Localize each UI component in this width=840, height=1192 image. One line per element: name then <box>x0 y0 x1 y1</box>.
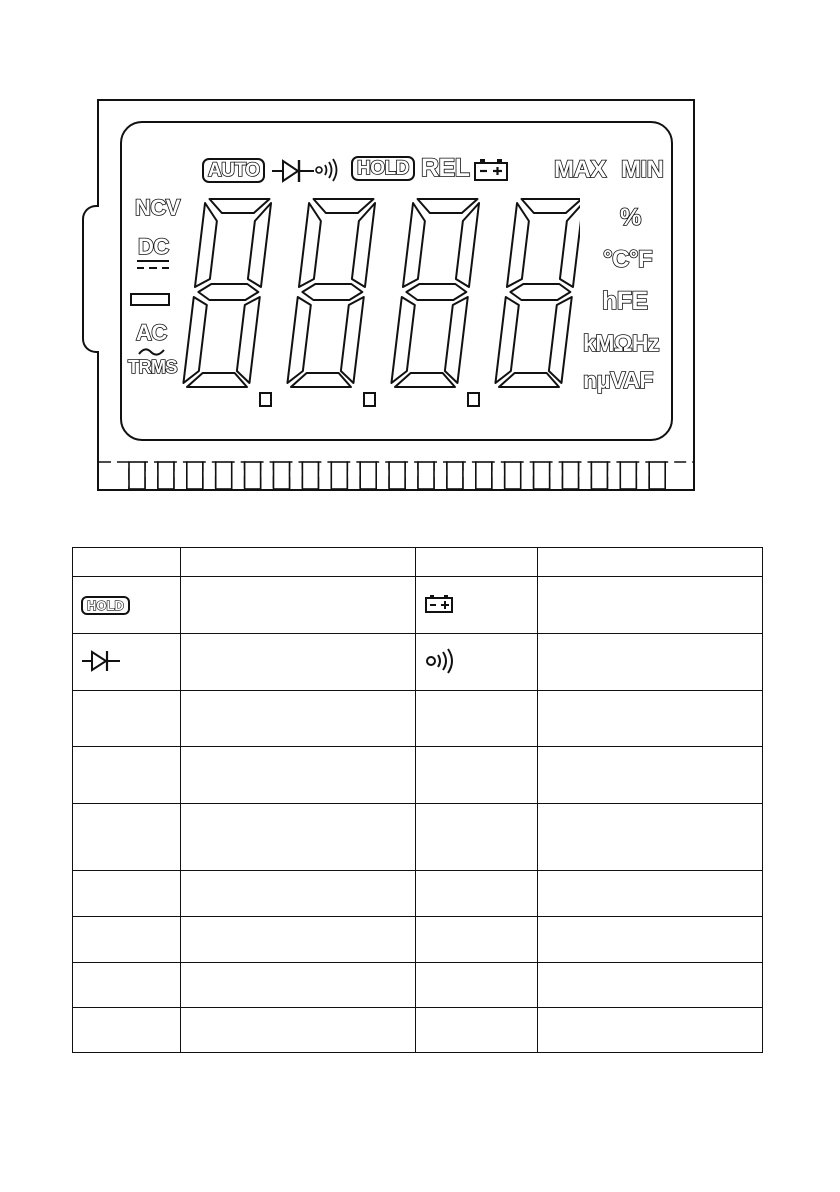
dc-indicator: DC <box>138 234 169 259</box>
segment-b <box>560 203 580 287</box>
digit-4 <box>495 199 580 387</box>
table-row <box>73 691 763 747</box>
header-cell <box>73 548 181 577</box>
segment-a <box>314 199 374 213</box>
symbol-cell <box>73 963 181 1008</box>
symbol-cell <box>416 963 538 1008</box>
description-cell <box>538 577 763 634</box>
digit-3 <box>391 199 479 387</box>
segment-b <box>248 203 271 287</box>
symbol-cell <box>73 804 181 871</box>
symbol-cell <box>416 634 538 691</box>
segment-b <box>456 203 479 287</box>
ncv-indicator: NCV <box>135 195 180 220</box>
segment-a <box>210 199 270 213</box>
segment-g <box>510 284 570 300</box>
battery-icon <box>473 157 509 183</box>
hold-indicator: HOLD <box>351 156 415 181</box>
max-indicator: MAX <box>554 156 606 183</box>
table-row <box>73 963 763 1008</box>
segment-g <box>302 284 362 300</box>
description-cell <box>538 871 763 917</box>
units-upper-indicator: kMΩHz <box>583 330 660 356</box>
segment-e <box>287 297 310 383</box>
table-row <box>73 747 763 804</box>
percent-indicator: % <box>620 204 641 231</box>
dc-symbol-icon <box>136 258 172 272</box>
symbol-cell <box>73 917 181 963</box>
segment-d <box>395 373 455 387</box>
min-indicator: MIN <box>621 156 664 183</box>
header-cell <box>181 548 416 577</box>
symbol-cell <box>73 577 181 634</box>
table-row <box>73 634 763 691</box>
segment-b <box>352 203 375 287</box>
diode-icon <box>81 649 121 673</box>
description-cell <box>538 634 763 691</box>
symbol-cell <box>416 577 538 634</box>
table-row <box>73 871 763 917</box>
description-cell <box>181 963 416 1008</box>
segment-d <box>187 373 247 387</box>
description-cell <box>181 1008 416 1053</box>
table-header-row <box>73 548 763 577</box>
diode-icon <box>270 156 316 186</box>
description-cell <box>538 691 763 747</box>
segment-c <box>341 297 364 383</box>
segment-f <box>195 203 217 287</box>
description-cell <box>538 917 763 963</box>
seven-segment-display <box>170 195 580 420</box>
digit-2 <box>287 199 375 387</box>
table-row <box>73 804 763 871</box>
buzzer-icon <box>314 156 342 184</box>
symbol-cell <box>416 1008 538 1053</box>
units-lower-indicator: nμVAF <box>583 367 653 393</box>
description-cell <box>181 634 416 691</box>
description-cell <box>538 1008 763 1053</box>
symbol-cell <box>73 747 181 804</box>
lcd-tab <box>82 205 99 353</box>
header-cell <box>416 548 538 577</box>
legend-table <box>72 547 763 1053</box>
segment-c <box>445 297 468 383</box>
segment-c <box>237 297 260 383</box>
segment-g <box>406 284 466 300</box>
description-cell <box>181 804 416 871</box>
hold-icon: HOLD <box>81 596 130 615</box>
description-cell <box>538 747 763 804</box>
decimal-point-2 <box>364 393 375 406</box>
segment-a <box>418 199 478 213</box>
segment-g <box>198 284 258 300</box>
hfe-indicator: hFE <box>602 287 648 315</box>
decimal-point-1 <box>260 393 271 406</box>
segment-d <box>499 373 559 387</box>
rel-indicator: REL <box>421 154 470 182</box>
description-cell <box>181 871 416 917</box>
segment-f <box>403 203 425 287</box>
trms-indicator: TRMS <box>128 357 177 377</box>
symbol-cell <box>73 634 181 691</box>
temperature-indicator: °C°F <box>603 246 653 273</box>
description-cell <box>181 917 416 963</box>
symbol-cell <box>73 1008 181 1053</box>
buzzer-icon <box>424 647 472 675</box>
segment-e <box>391 297 414 383</box>
description-cell <box>538 963 763 1008</box>
description-cell <box>181 691 416 747</box>
description-cell <box>538 804 763 871</box>
table-row <box>73 1008 763 1053</box>
segment-e <box>495 297 518 383</box>
table-row <box>73 577 763 634</box>
symbol-cell <box>416 871 538 917</box>
segment-f <box>507 203 529 287</box>
segment-d <box>291 373 351 387</box>
description-cell <box>181 577 416 634</box>
symbol-cell <box>416 804 538 871</box>
symbol-cell <box>73 691 181 747</box>
segment-c <box>549 297 572 383</box>
segment-e <box>183 297 206 383</box>
symbol-cell <box>416 691 538 747</box>
symbol-cell <box>73 871 181 917</box>
description-cell <box>181 747 416 804</box>
segment-f <box>299 203 321 287</box>
header-cell <box>538 548 763 577</box>
table-row <box>73 917 763 963</box>
symbol-cell <box>416 747 538 804</box>
segment-a <box>522 199 580 213</box>
symbol-cell <box>416 917 538 963</box>
auto-indicator: AUTO <box>202 158 265 183</box>
decimal-point-3 <box>468 393 479 406</box>
minus-segment <box>130 293 170 306</box>
battery-icon <box>424 594 454 614</box>
ac-indicator: AC <box>136 320 167 345</box>
digit-1 <box>183 199 271 387</box>
